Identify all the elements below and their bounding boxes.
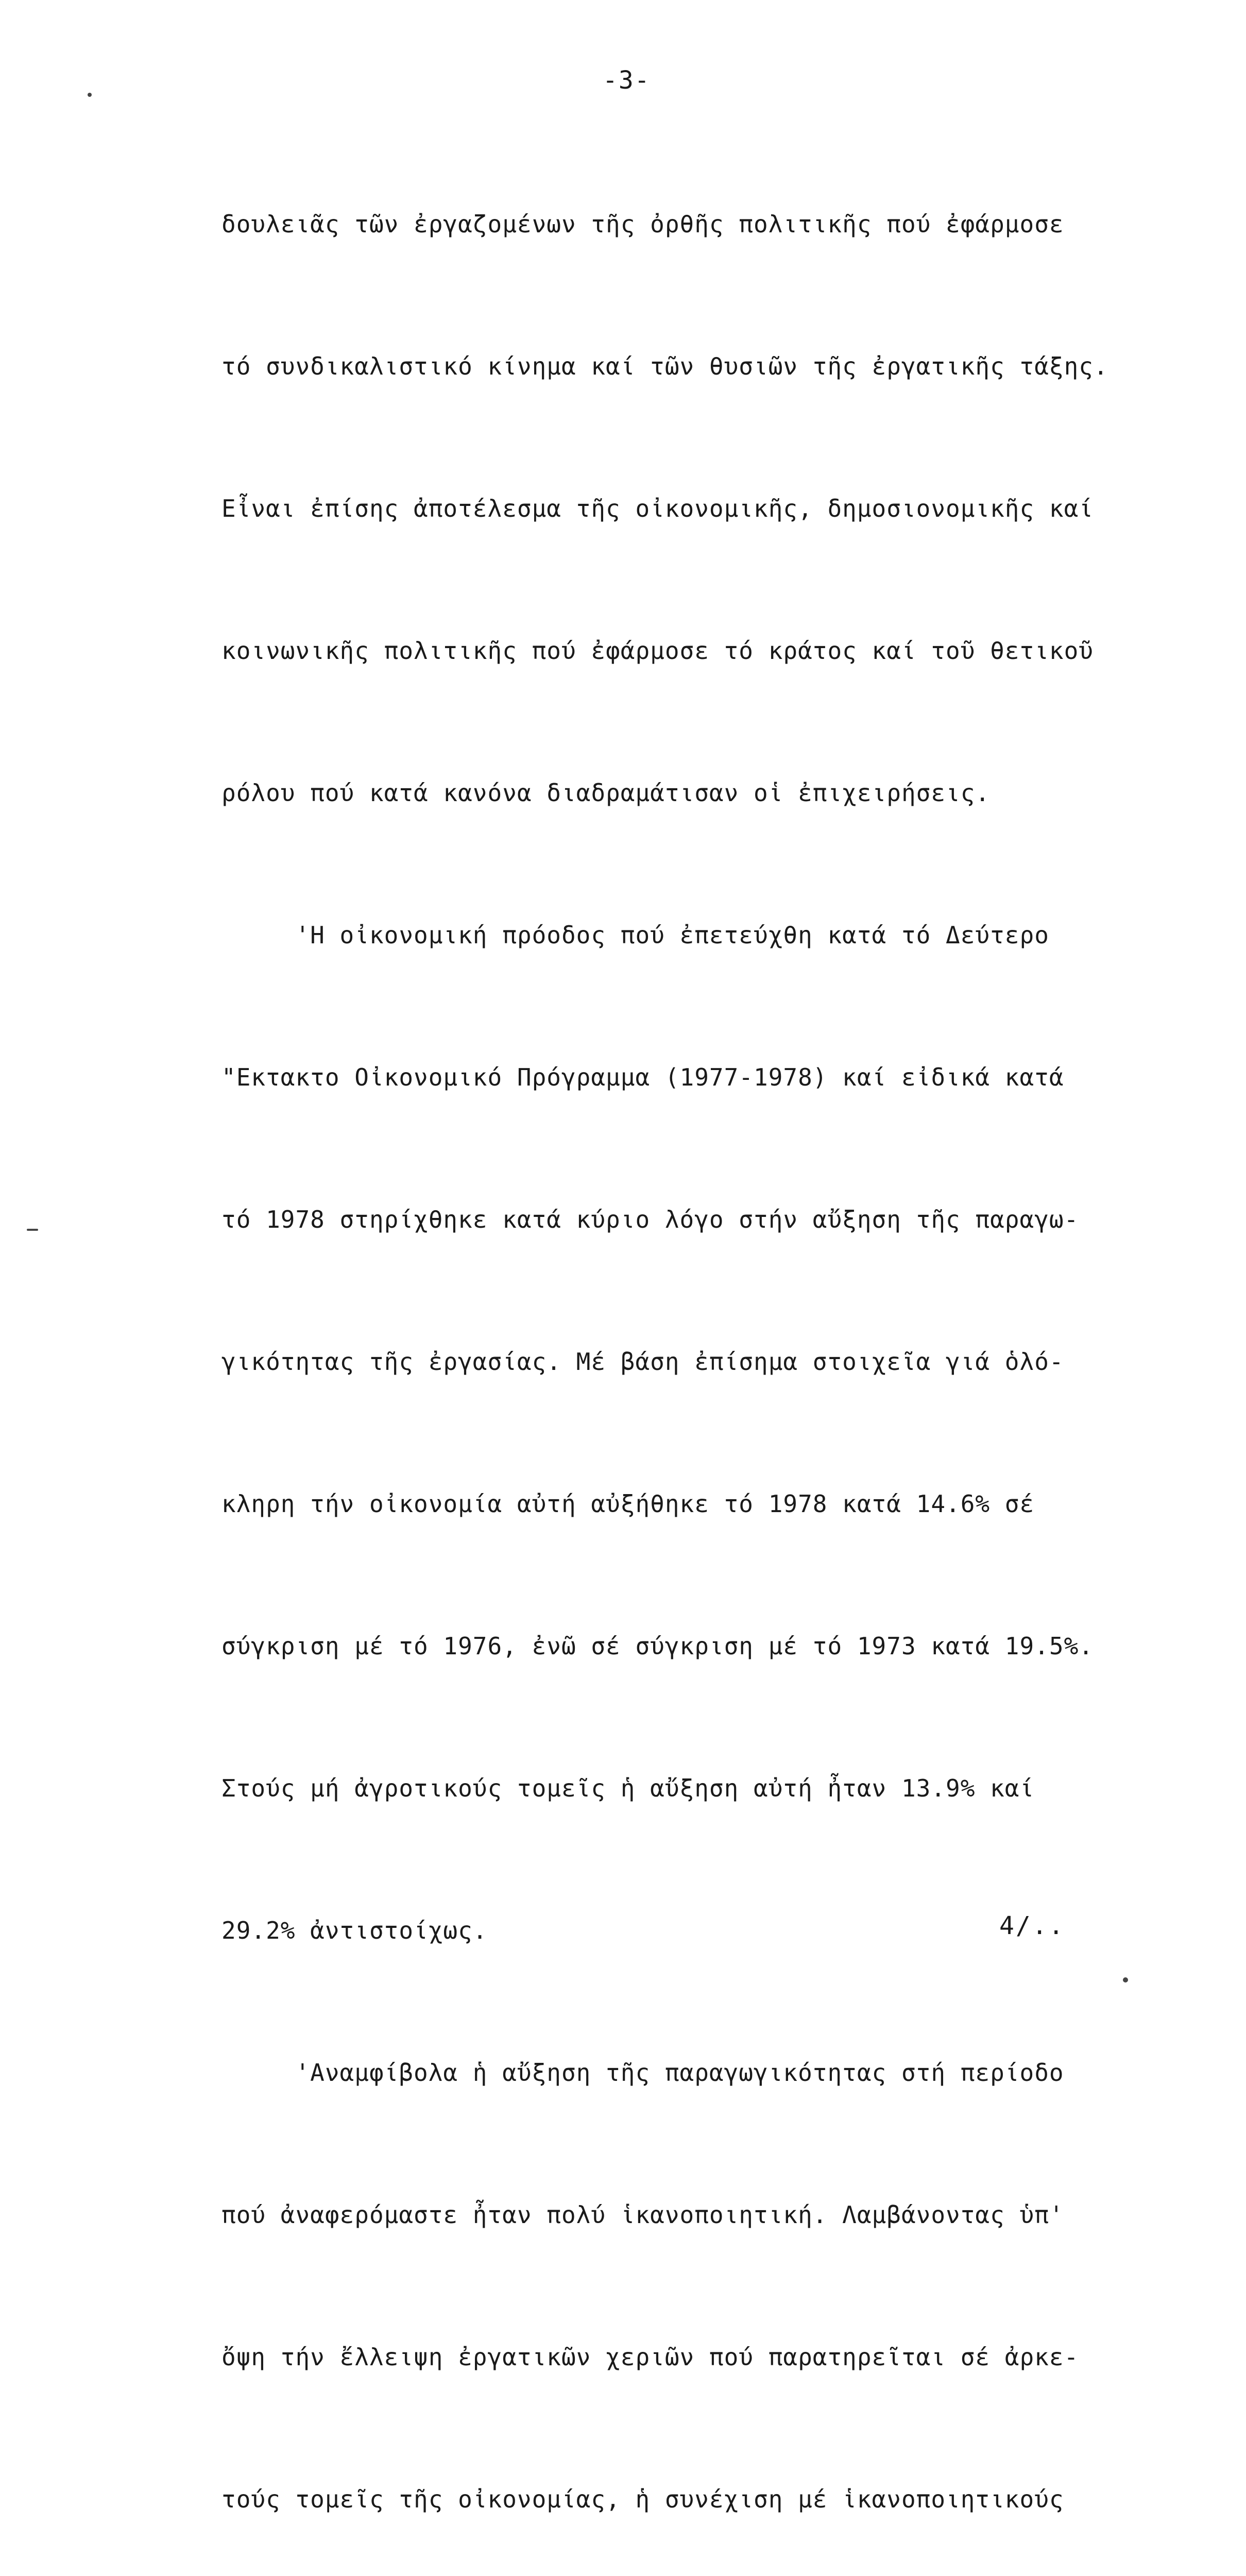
text-line: Στούς μή ἀγροτικούς τομεῖς ἡ αὔξηση αὐτή ἦταν 13.9% καί xyxy=(221,1774,1035,1802)
scan-speck xyxy=(27,1229,38,1231)
text-line: ρόλου πού κατά κανόνα διαδραμάτισαν οἱ ἐπιχειρήσεις. xyxy=(221,779,991,807)
text-line: δουλειᾶς τῶν ἐργαζομένων τῆς ὀρθῆς πολιτικῆς πού ἐφάρμοσε xyxy=(221,210,1064,238)
text-line: ὄψη τήν ἔλλειψη ἐργατικῶν χεριῶν πού παρατηρεῖται σέ ἀρκε- xyxy=(221,2343,1079,2371)
text-line: 'Η οἰκονομική πρόοδος πού ἐπετεύχθη κατά τό Δεύτερο xyxy=(221,921,1049,949)
text-line: 'Αναμφίβολα ἡ αὔξηση τῆς παραγωγικότητας στή περίοδο xyxy=(221,2059,1064,2087)
text-line: σύγκριση μέ τό 1976, ἐνῶ σέ σύγκριση μέ τό 1973 κατά 19.5%. xyxy=(221,1632,1094,1660)
text-line: Εἶναι ἐπίσης ἀποτέλεσμα τῆς οἰκονομικῆς, δημοσιονομικῆς καί xyxy=(221,495,1094,522)
page-number: -3- xyxy=(603,66,651,95)
text-line: κοινωνικῆς πολιτικῆς πού ἐφάρμοσε τό κράτος καί τοῦ θετικοῦ xyxy=(221,637,1094,665)
text-line: "Εκτακτο Οἰκονομικό Πρόγραμμα (1977-1978) καί εἰδικά κατά xyxy=(221,1063,1064,1091)
body-text xyxy=(221,106,1200,2576)
text-line: τούς τομεῖς τῆς οἰκονομίας, ἡ συνέχιση μέ ἱκανοποιητικούς xyxy=(221,2485,1064,2513)
text-line: τό συνδικαλιστικό κίνημα καί τῶν θυσιῶν τῆς ἐργατικῆς τάξης. xyxy=(221,352,1108,380)
continuation-marker: 4/.. xyxy=(999,1911,1065,1940)
text-line: κληρη τήν οἰκονομία αὐτή αὐξήθηκε τό 1978 κατά 14.6% σέ xyxy=(221,1490,1035,1518)
text-line: 29.2% ἀντιστοίχως. xyxy=(221,1917,488,1944)
text-line: πού ἀναφερόμαστε ἦταν πολύ ἱκανοποιητική. Λαμβάνοντας ὑπ' xyxy=(221,2201,1064,2229)
scan-speck xyxy=(88,93,92,97)
scan-speck xyxy=(1123,1977,1128,1982)
text-line: γικότητας τῆς ἐργασίας. Μέ βάση ἐπίσημα στοιχεῖα γιά ὁλό- xyxy=(221,1348,1064,1376)
text-line: τό 1978 στηρίχθηκε κατά κύριο λόγο στήν αὔξηση τῆς παραγω- xyxy=(221,1206,1079,1233)
